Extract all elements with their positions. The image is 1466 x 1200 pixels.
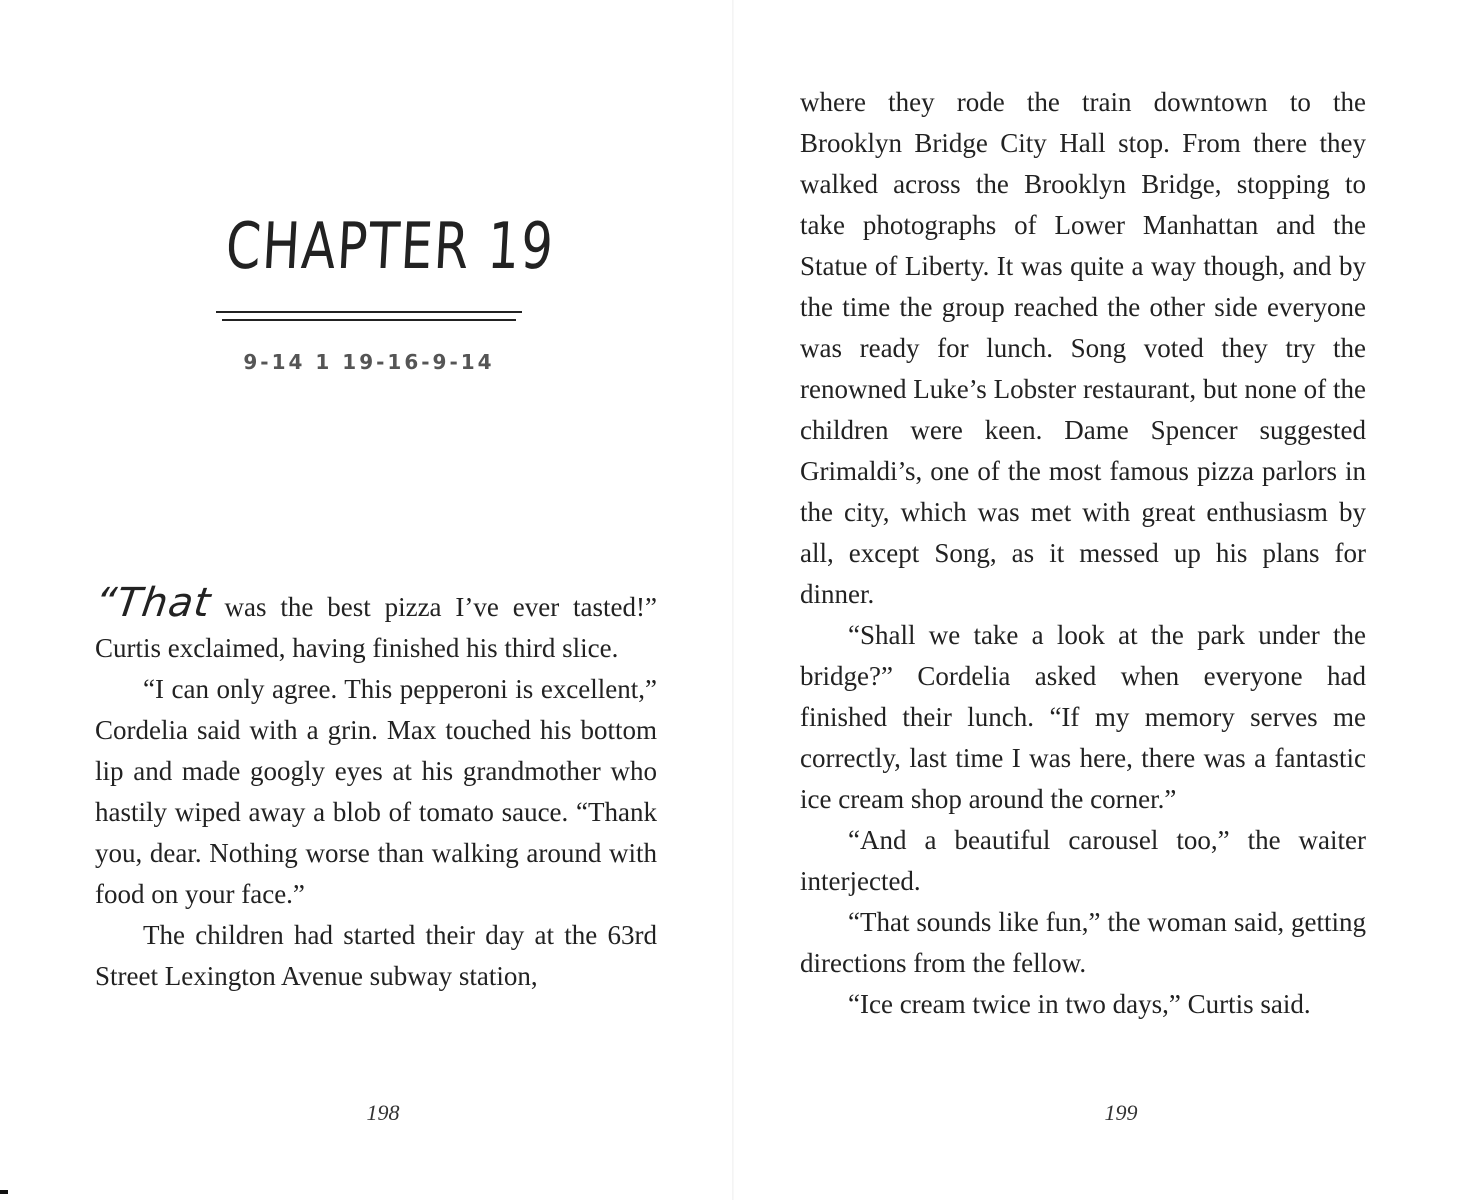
right-page — [734, 0, 1466, 1200]
paragraph: The children had started their day at the 63rd Street Lexington Avenue subway station, — [95, 920, 657, 991]
paragraph: “I can only agree. This pepperoni is excellent,” Cordelia said with a grin. Max touched his bottom lip and made googly eyes at his grandmother who hastily wiped away a blob of tomato sauce. “Thank you, dear. Nothing worse than walking around with food on your face.” — [95, 674, 657, 909]
paragraph: “And a beautiful carousel too,” the waiter interjected. — [800, 825, 1366, 896]
paragraph: “Ice cream twice in two days,” Curtis said. — [848, 989, 1311, 1019]
page-number-right: 199 — [1104, 1100, 1138, 1125]
right-body-text — [800, 82, 1366, 1025]
page-number-left: 198 — [366, 1100, 400, 1125]
paragraph: “Shall we take a look at the park under the bridge?” Cordelia asked when everyone had finished their lunch. “If my memory serves me correctly, last time I was here, there was a fantastic ice cream shop around the corner.” — [800, 620, 1366, 814]
paragraph-opening — [91, 580, 657, 669]
paragraph: “That sounds like fun,” the woman said, getting directions from the fellow. — [800, 907, 1366, 978]
left-body-text — [91, 580, 657, 997]
chapter-rule-top — [216, 311, 522, 313]
opening-paragraph-text: was the best pizza I’ve ever tasted!” Curtis exclaimed, having finished his third slice. — [95, 592, 657, 663]
opening-word: “That — [91, 580, 215, 626]
scan-edge-mark — [0, 1190, 8, 1194]
chapter-cipher: 9-14 1 19-16-9-14 — [243, 350, 495, 374]
left-page — [0, 0, 732, 1200]
paragraph-continued: where they rode the train downtown to the Brooklyn Bridge City Hall stop. From there they walked across the Brooklyn Bridge, stopping to take photographs of Lower Manhattan and the Statue of Liberty. It was quite a way though, and by the time the group reached the other side everyone was ready for lunch. Song voted they try the renowned Luke’s Lobster restaurant, but none of the children were keen. Dame Spencer suggested Grimaldi’s, one of the most famous pizza parlors in the city, which was met with great enthusiasm by all, except Song, as it messed up his plans for dinner. — [800, 87, 1366, 609]
chapter-title: CHAPTER 19 — [223, 210, 557, 284]
chapter-rule-bottom — [222, 319, 516, 321]
